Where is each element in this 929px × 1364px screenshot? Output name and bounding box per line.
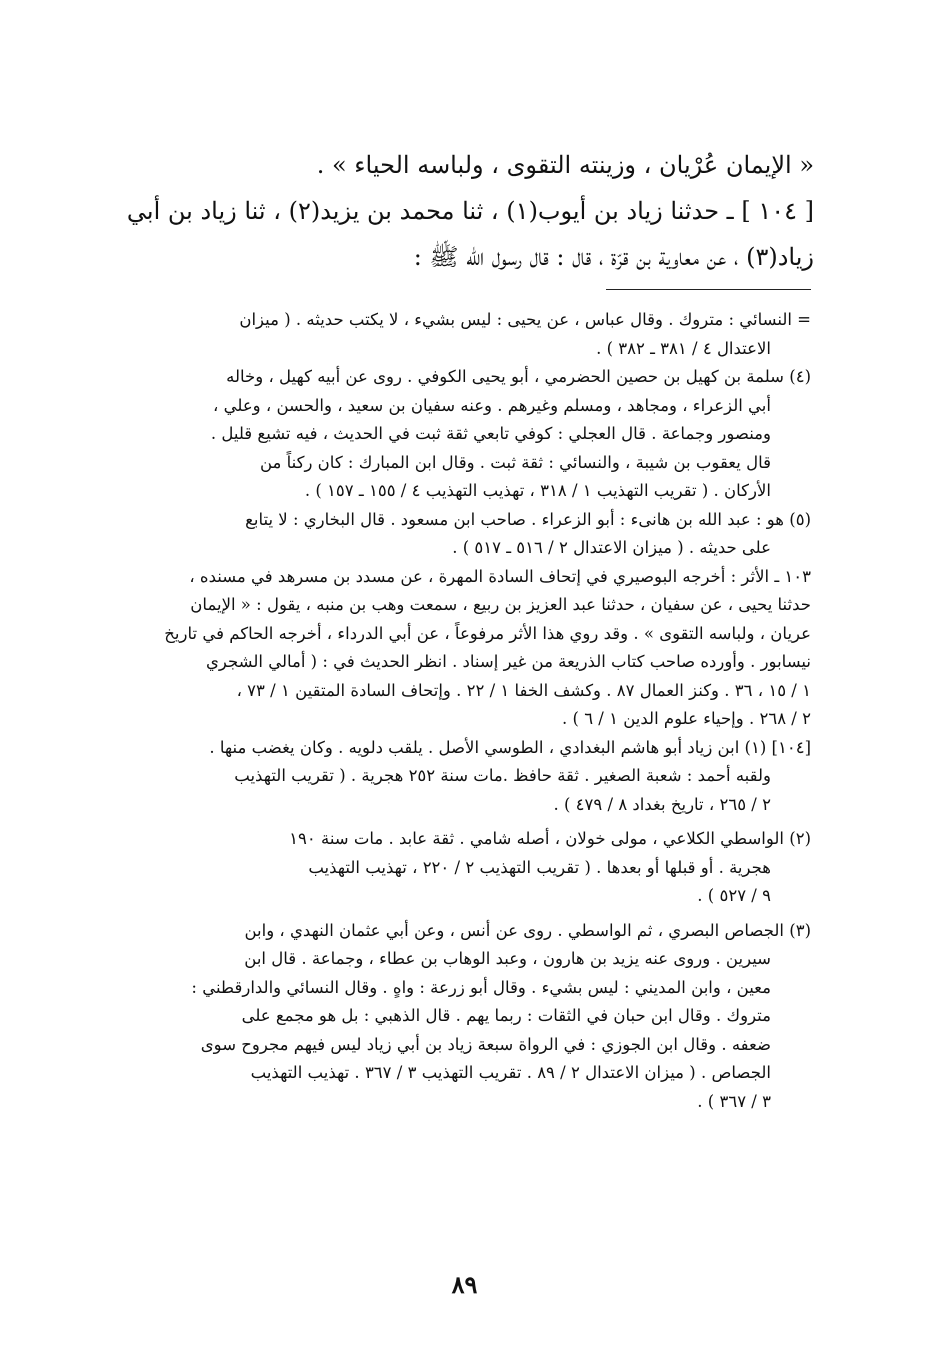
footnote-line: ٢ / ٢٦٨ . وإحياء علوم الدين ١ / ٦ ) . (562, 709, 811, 728)
footnote-line: ومنصور وجماعة . قال العجلي : كوفي تابعي ثقة ثبت في الحديث ، فيه تشيع قليل . (210, 424, 771, 443)
footnote-line: ٣ / ٣٦٧ ) . (697, 1091, 771, 1111)
footnote-separator (606, 289, 811, 290)
footnote-line: هجرية . أو قبلها أو بعدها . ( تقريب التهذيب ٢ / ٢٢٠ ، تهذيب التهذيب (308, 857, 771, 877)
footnote-line: ١ / ١٥ ، ٣٦ . وكنز العمال ٨٧ . وكشف الخفا ١ / ٢٢ . وإتحاف السادة المتقين ١ / ٧٣ ، (236, 680, 811, 700)
footnote-line: نيسابور . وأورده صاحب كتاب الذريعة من غير إسناد . انظر الحديث في : ( أمالي الشجري (205, 652, 811, 671)
footnote-line: الاعتدال ٤ / ٣٨١ ـ ٣٨٢ ) . (596, 338, 771, 358)
footnote-line: ٢ / ٢٦٥ ، تاريخ بغداد ٨ / ٤٧٩ ) . (553, 794, 771, 814)
footnote-line: (٤) سلمة بن كهيل بن حصين الحضرمي ، أبو يحيى الكوفي . روى عن أبيه كهيل ، وخاله (226, 367, 811, 386)
footnote-line: ٩ / ٥٢٧ ) . (697, 886, 771, 905)
footnote-line: معين ، وابن المديني : ليس بشيء . وقال أبو زرعة : واهٍ . وقال النسائي والدارقطني : (191, 977, 771, 997)
footnote-line: = النسائي : متروك . وقال عباس ، عن يحيى : ليس بشيء ، لا يكتب حديثه . ( ميزان (239, 310, 811, 329)
main-line: [ ١٠٤ ] ـ حدثنا زياد بن أيوب(١) ، ثنا محمد بن يزيد(٢) ، ثنا زياد بن أبي (126, 197, 814, 225)
footnote-line: (٥) هو : عبد الله بن هانىء : أبو الزعراء . صاحب ابن مسعود . قال البخاري : لا يتابع (245, 509, 811, 529)
main-line: زياد(٣) ، عن معاوية بن قرّة ، قال : قال رسول الله ﷺ : (413, 243, 814, 271)
footnote-line: متروك . وقال ابن حبان في الثقات : ربما يهم . قال الذهبي : بل هو مجمع على (241, 1006, 771, 1025)
footnote-line: [١٠٤] (١) ابن زياد أبو هاشم البغدادي ، الطوسي الأصل . يلقب دلويه . وكان يغضب منها . (209, 737, 811, 757)
footnote-line: أبي الزعراء ، ومجاهد ، ومسلم وغيرهم . وعنه سفيان بن سعيد ، والحسن ، وعلي ، (213, 395, 771, 415)
footnote-line: الجصاص . ( ميزان الاعتدال ٢ / ٨٩ . تقريب التهذيب ٣ / ٣٦٧ . تهذيب التهذيب (250, 1063, 771, 1082)
main-text (114, 142, 814, 280)
footnote-line: ١٠٣ ـ الأثر : أخرجه البوصيري في إتحاف السادة المهرة ، عن مسدد بن مسرهد في مسنده ، (189, 566, 811, 586)
footnote-line: سيرين . وروى عنه يزيد بن هارون ، وعبد الوهاب بن عطاء ، وجماعة . قال ابن (244, 949, 771, 968)
footnote-line: حدثنا يحيى ، عن سفيان ، حدثنا عبد العزيز بن ربيع ، سمعت وهب بن منبه ، يقول : « الإيمان (190, 595, 811, 614)
footnote-line: ضعفه . وقال ابن الجوزي : في الرواة سبعة زياد بن أبي زياد ليس فيهم مجروح سوى (200, 1034, 771, 1054)
footnote-line: ولقبه أحمد : شعبة الصغير . ثقة حافظ .مات سنة ٢٥٢ هجرية . ( تقريب التهذيب (234, 766, 771, 785)
footnote-line: قال يعقوب بن شيبة ، والنسائي : ثقة ثبت . وقال ابن المبارك : كان ركناً من (259, 452, 771, 472)
footnote-line: (٣) الجصاص البصري ، ثم الواسطي . روى عن أنس ، وعن أبي عثمان النهدي ، وابن (244, 920, 811, 940)
footnote-line: عريان ، ولباسه التقوى » . وقد روي هذا الأثر مرفوعاً ، عن أبي الدرداء ، أخرجه الحاكم في تاريخ (164, 623, 811, 643)
page-number: ٨٩ (451, 1270, 478, 1299)
footnote-line: على حديثه . ( ميزان الاعتدال ٢ / ٥١٦ ـ ٥١٧ ) . (452, 538, 771, 557)
main-line: « الإيمان عُرْيان ، وزينته التقوى ، ولباسه الحياء » . (316, 151, 814, 179)
footnotes (111, 306, 811, 1116)
footnote-line: (٢) الواسطي الكلاعي ، مولى خولان ، أصله شامي . ثقة عابد . مات سنة ١٩٠ (289, 829, 811, 848)
footnote-line: الأركان . ( تقريب التهذيب ١ / ٣١٨ ، تهذيب التهذيب ٤ / ١٥٥ ـ ١٥٧ ) . (304, 481, 771, 500)
